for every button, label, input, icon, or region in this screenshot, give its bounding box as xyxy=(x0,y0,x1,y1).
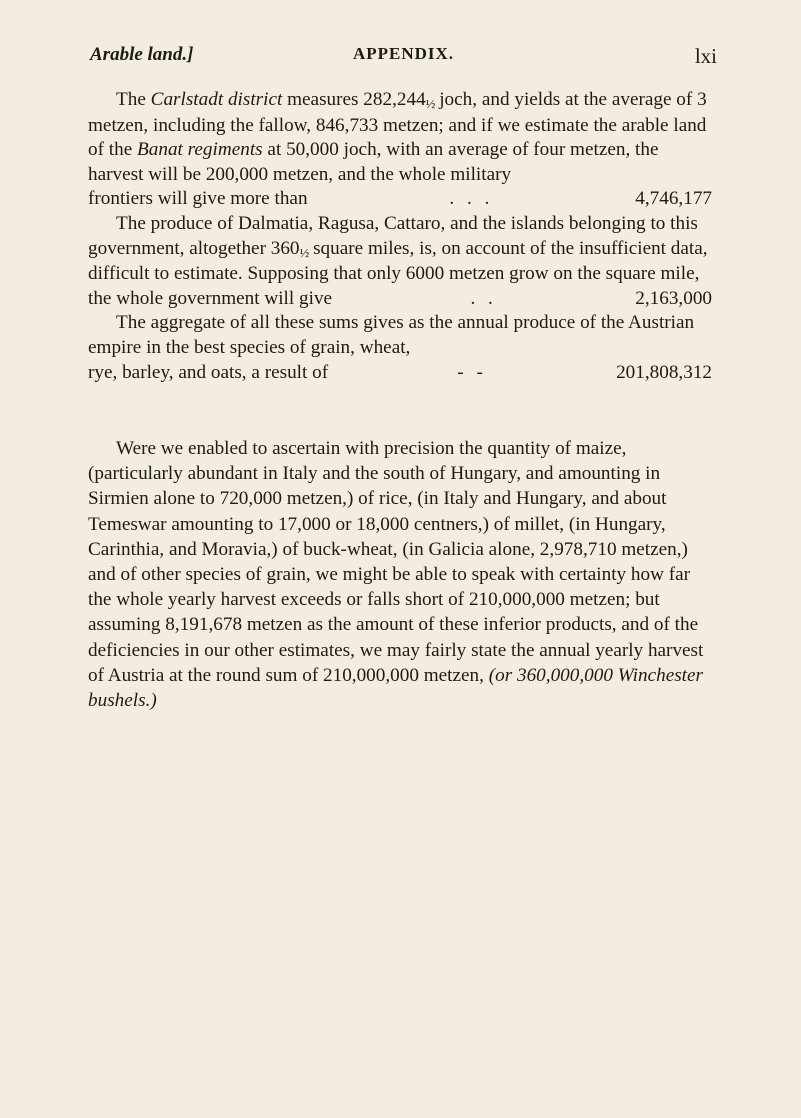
second-block xyxy=(88,436,712,713)
figure-aggregate: 201,808,312 xyxy=(616,361,712,383)
figure-frontiers: 4,746,177 xyxy=(635,188,712,210)
paragraph-dalmatia: The produce of Dalmatia, Ragusa, Cattaro, and the islands belonging to this government, altogether 360½ square miles, is, on account of the insufficient data, difficult to estimate. Supposing that only 6000 metzen grow on the square mile, xyxy=(88,212,708,285)
paragraph-maize: Were we enabled to ascertain with precision the quantity of maize, (particularly abundant in Italy and the south of Hungary, and amounting in Sirmien alone to 720,000 metzen,) of rice, (in Italy and Hungary, and about Temeswar amounting to 17,000 or 18,000 centners,) of millet, (in Hungary, Carinthia, and Moravia,) of buck-wheat, (in Galicia alone, 2,978,710 metzen,) and of other species of grain, we might be able to speak with certainty how far the whole yearly harvest exceeds or falls short of 210,000,000 metzen; but assuming 8,191,678 metzen as the amount of these inferior products, and of the deficiencies in our other estimates, we may fairly state the annual yearly harvest of Austria at the round sum of 210,000,000 metzen, (or 360,000,000 Winchester bushels.) xyxy=(88,438,704,712)
page-number: lxi xyxy=(694,44,717,68)
running-head xyxy=(90,44,717,70)
total-row-aggregate: rye, barley, and oats, a result of - - 201,808,312 xyxy=(88,361,712,386)
chapter-title: APPENDIX. xyxy=(352,44,455,63)
paragraph-aggregate: The aggregate of all these sums gives as the annual produce of the Austrian empire in the best species of grain, wheat, xyxy=(88,312,695,358)
section-title: Arable land.] xyxy=(90,44,194,65)
first-block xyxy=(88,88,712,385)
paragraph-carlstadt: The Carlstadt district measures 282,244½ joch, and yields at the average of 3 metzen, including the fallow, 846,733 metzen; and if we estimate the arable land of the Banat regiments at 50,000 joch, with an average of four metzen, the harvest will be 200,000 metzen, and the whole military xyxy=(88,89,707,185)
total-row-dalmatia: the whole government will give . . 2,163,000 xyxy=(88,287,712,312)
total-row-frontiers: frontiers will give more than . . . 4,746,177 xyxy=(88,187,712,212)
figure-dalmatia: 2,163,000 xyxy=(635,287,712,309)
